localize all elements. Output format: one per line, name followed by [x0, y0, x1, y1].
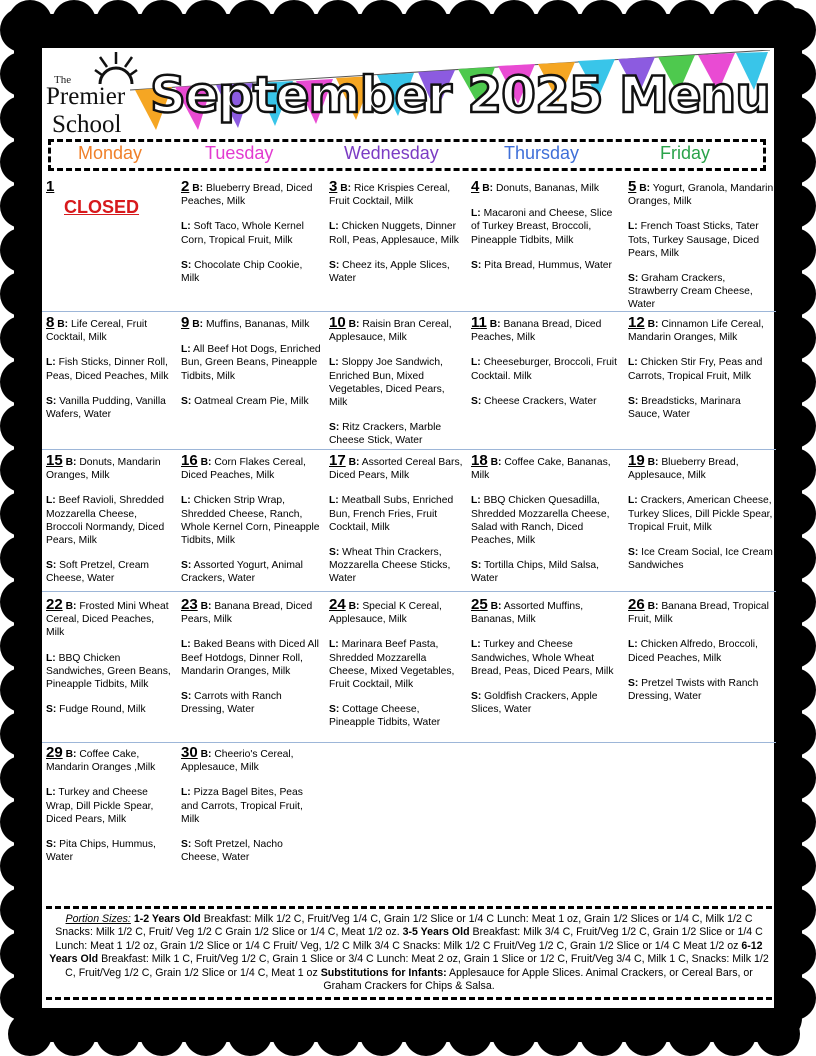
lunch-items: Turkey and Cheese Sandwiches, Whole Wheat Bread, Peas, Diced Pears, Milk [471, 639, 614, 677]
breakfast-label: B: [647, 601, 659, 612]
day-cell [46, 316, 174, 433]
date-number: 26 [628, 596, 645, 613]
date-number: 10 [329, 314, 346, 331]
breakfast-label: B: [490, 601, 502, 612]
date-number: 29 [46, 744, 63, 761]
snack-items: Pretzel Twists with Ranch Dressing, Water [628, 677, 759, 703]
snack-label: S: [329, 547, 340, 559]
lunch-items: All Beef Hot Dogs, Enriched Bun, Green Beans, Pineapple Tidbits, Milk [181, 344, 321, 382]
breakfast-items: Yogurt, Granola, Mandarin Oranges, Milk [628, 183, 774, 208]
week-divider [42, 742, 776, 743]
lunch-items: Chicken Stir Fry, Peas and Carrots, Tropical Fruit, Milk [628, 357, 763, 382]
snack-items: Oatmeal Cream Pie, Milk [194, 395, 309, 407]
breakfast-label: B: [192, 183, 204, 194]
snack-label: S: [471, 691, 482, 703]
breakfast-items: Banana Bread, Tropical Fruit, Milk [628, 601, 769, 626]
day-cell [471, 454, 621, 598]
lunch-items: Fish Sticks, Dinner Roll, Peas, Diced Peaches, Milk [46, 357, 169, 382]
lunch-label: L: [181, 221, 191, 233]
day-cell [181, 316, 321, 420]
breakfast-label: B: [340, 183, 352, 194]
lunch-label: L: [471, 639, 481, 651]
snack-items: Carrots with Ranch Dressing, Water [181, 691, 282, 716]
age-group-3-label: 6-12 Years Old [49, 939, 763, 966]
breakfast-items: Life Cereal, Fruit Cocktail, Milk [46, 319, 148, 344]
age-group-2-text: Breakfast: Milk 3/4 C, Fruit/Veg 1/2 C, Grain 1/2 Slice or 1/4 C Lunch: Meat 1 1/2 oz, Grain 1/2 Slice or 1/4 C Fruit/ Veg, 1/2 C Milk 3/4 C Snacks: Milk 1/2 C Fruit/Veg 1/2 C, Grain 1/2 Slice or 1/4 C Meat 1/2 oz [55, 926, 763, 952]
lunch-label: L: [329, 221, 339, 233]
snack-items: Cheez its, Apple Slices, Water [329, 259, 450, 285]
snack-label: S: [46, 560, 57, 572]
lunch-label: L: [329, 495, 339, 507]
day-cell [471, 180, 621, 284]
day-cell [181, 598, 321, 728]
breakfast-label: B: [65, 457, 77, 468]
breakfast-label: B: [348, 457, 360, 468]
day-cell [329, 598, 465, 742]
snack-label: S: [471, 259, 482, 271]
snack-label: S: [181, 395, 192, 407]
date-number: 3 [329, 178, 338, 195]
date-number: 5 [628, 178, 637, 195]
breakfast-label: B: [639, 183, 651, 194]
breakfast-items: Corn Flakes Cereal, Diced Peaches, Milk [181, 457, 306, 482]
lunch-items: Baked Beans with Diced All Beef Hotdogs, Dinner Roll, Mandarin Oranges, Milk [181, 639, 319, 677]
lunch-label: L: [181, 787, 191, 799]
breakfast-label: B: [482, 183, 494, 194]
snack-label: S: [46, 704, 57, 716]
snack-label: S: [628, 395, 639, 407]
lunch-items: Crackers, American Cheese, Turkey Slices, Dill Pickle Spear, Tropical Fruit, Milk [628, 495, 773, 533]
day-cell [46, 746, 174, 876]
age-group-3-text: Breakfast: Milk 1 C, Fruit/Veg 1/2 C, Grain 1 Slice or 3/4 C Lunch: Meat 2 oz, Grain 1 Slice or 1/2 C, Fruit/Veg 3/4 C, Milk 1 C, Snacks: Milk 1/2 C, Fruit/Veg 1/2 C, Grain 1/2 Slice or 1/4 C, Meat 1 oz [65, 953, 769, 979]
date-number: 22 [46, 596, 63, 613]
day-cell [471, 316, 621, 420]
day-cell [628, 180, 774, 324]
logo-the: The [54, 74, 72, 86]
breakfast-items: Assorted Muffins, Bananas, Milk [471, 601, 584, 626]
breakfast-items: Banana Bread, Diced Peaches, Milk [471, 319, 602, 344]
breakfast-label: B: [65, 601, 77, 612]
breakfast-items: Raisin Bran Cereal, Applesauce, Milk [329, 319, 452, 344]
snack-label: S: [46, 839, 57, 851]
breakfast-items: Cheerio's Cereal, Applesauce, Milk [181, 749, 294, 774]
date-number: 2 [181, 178, 190, 195]
weekday-wednesday: Wednesday [344, 143, 439, 163]
date-number: 12 [628, 314, 645, 331]
snack-items: Assorted Yogurt, Animal Crackers, Water [181, 560, 303, 585]
day-cell [181, 746, 321, 876]
snack-label: S: [329, 259, 340, 271]
school-logo [44, 52, 134, 142]
breakfast-items: Blueberry Bread, Applesauce, Milk [628, 457, 739, 482]
day-cell [46, 454, 174, 598]
lunch-items: Chicken Strip Wrap, Shredded Cheese, Ranch, Whole Kernel Corn, Pineapple Tidbits, Milk [181, 495, 320, 547]
snack-label: S: [181, 560, 192, 572]
lunch-items: Pizza Bagel Bites, Peas and Carrots, Tropical Fruit, Milk [181, 787, 303, 825]
snack-items: Fudge Round, Milk [59, 704, 146, 716]
sun-icon [94, 50, 138, 86]
lunch-items: French Toast Sticks, Tater Tots, Turkey Sausage, Diced Pears, Milk [628, 221, 760, 259]
lunch-items: Chicken Alfredo, Broccoli, Diced Peaches, Milk [628, 639, 758, 664]
date-number: 19 [628, 452, 645, 469]
snack-label: S: [46, 395, 57, 407]
breakfast-items: Donuts, Bananas, Milk [495, 183, 599, 194]
date-number: 8 [46, 314, 55, 331]
weekday-friday: Friday [660, 143, 711, 163]
breakfast-items: Banana Bread, Diced Pears, Milk [181, 601, 313, 626]
weekday-monday: Monday [78, 143, 143, 163]
snack-items: Pita Bread, Hummus, Water [484, 259, 612, 271]
lunch-items: Marinara Beef Pasta, Shredded Mozzarella Cheese, Mixed Vegetables, Fruit Cocktail, Milk [329, 639, 455, 691]
lunch-items: BBQ Chicken Quesadilla, Shredded Mozzarella Cheese, Salad with Ranch, Diced Peaches, Milk [471, 495, 610, 547]
snack-items: Wheat Thin Crackers, Mozzarella Cheese Sticks, Water [329, 547, 451, 585]
lunch-items: Meatball Subs, Enriched Bun, French Fries, Fruit Cocktail, Milk [329, 495, 454, 533]
lunch-label: L: [46, 357, 56, 369]
breakfast-items: Frosted Mini Wheat Cereal, Diced Peaches, Milk [46, 601, 169, 639]
date-number: 17 [329, 452, 346, 469]
day-cell [329, 454, 465, 598]
substitutions-label: Substitutions for Infants: [320, 966, 447, 979]
date-number: 30 [181, 744, 198, 761]
lunch-label: L: [46, 787, 56, 799]
date-number: 9 [181, 314, 190, 331]
breakfast-items: Muffins, Bananas, Milk [205, 319, 310, 330]
lunch-items: Cheeseburger, Broccoli, Fruit Cocktail. Milk [471, 357, 617, 382]
breakfast-items: Rice Krispies Cereal, Fruit Cocktail, Milk [329, 183, 451, 208]
date-number: 15 [46, 452, 63, 469]
day-cell [628, 316, 774, 433]
lunch-items: Chicken Nuggets, Dinner Roll, Peas, Applesauce, Milk [329, 221, 459, 246]
breakfast-label: B: [647, 319, 659, 330]
day-cell [329, 180, 465, 297]
weekday-tuesday: Tuesday [205, 143, 274, 163]
snack-items: Breadsticks, Marinara Sauce, Water [628, 395, 741, 421]
snack-label: S: [181, 259, 192, 271]
snack-items: Soft Pretzel, Nacho Cheese, Water [181, 839, 283, 864]
day-cell [46, 180, 174, 217]
breakfast-label: B: [200, 601, 212, 612]
lunch-label: L: [628, 221, 638, 233]
logo-school: School [52, 111, 122, 138]
day-cell [628, 598, 774, 715]
breakfast-items: Cinnamon Life Cereal, Mandarin Oranges, Milk [628, 319, 764, 344]
lunch-label: L: [628, 357, 638, 369]
lunch-label: L: [471, 208, 481, 220]
lunch-label: L: [628, 495, 638, 507]
snack-label: S: [471, 395, 482, 407]
lunch-label: L: [628, 639, 638, 651]
lunch-label: L: [329, 639, 339, 651]
breakfast-label: B: [57, 319, 69, 330]
breakfast-items: Donuts, Mandarin Oranges, Milk [46, 457, 161, 482]
age-group-1-text: Breakfast: Milk 1/2 C, Fruit/Veg 1/4 C, Grain 1/2 Slice or 1/4 C Lunch: Meat 1 oz, Grain 1/2 Slices or 1/4 C, Milk 1/2 C Snacks: Milk 1/2 C, Fruit/ Veg 1/2 C Grain 1/2 Slice or 1/4 C, Meat 1/2 oz. [55, 913, 753, 939]
breakfast-label: B: [647, 457, 659, 468]
snack-items: Cottage Cheese, Pineapple Tidbits, Water [329, 704, 441, 729]
breakfast-items: Coffee Cake, Bananas, Milk [471, 457, 611, 482]
lunch-items: Macaroni and Cheese, Slice of Turkey Breast, Broccoli, Pineapple Tidbits, Milk [471, 208, 613, 246]
lunch-items: Sloppy Joe Sandwich, Enriched Bun, Mixed Vegetables, Diced Pears, Milk [329, 357, 445, 409]
day-cell [46, 598, 174, 728]
day-cell [471, 598, 621, 728]
snack-label: S: [329, 422, 340, 434]
age-group-2-label: 3-5 Years Old [402, 926, 470, 939]
snack-items: Vanilla Pudding, Vanilla Wafers, Water [46, 395, 166, 421]
snack-label: S: [628, 677, 639, 689]
day-cell [628, 454, 774, 584]
lunch-label: L: [329, 357, 339, 369]
lunch-label: L: [181, 344, 191, 356]
lunch-label: L: [181, 495, 191, 507]
portion-sizes-note [46, 906, 772, 1000]
breakfast-label: B: [489, 319, 501, 330]
date-number: 23 [181, 596, 198, 613]
breakfast-items: Assorted Cereal Bars, Diced Pears, Milk [329, 457, 463, 482]
date-number: 1 [46, 178, 55, 195]
day-cell [329, 316, 465, 460]
logo-premier: Premier [46, 83, 126, 110]
breakfast-label: B: [348, 601, 360, 612]
lunch-label: L: [181, 639, 191, 651]
breakfast-label: B: [348, 319, 360, 330]
snack-items: Ritz Crackers, Marble Cheese Stick, Water [329, 422, 442, 447]
lunch-label: L: [471, 495, 481, 507]
breakfast-label: B: [200, 749, 212, 760]
snack-label: S: [471, 560, 482, 572]
date-number: 18 [471, 452, 488, 469]
lunch-label: L: [46, 495, 56, 507]
breakfast-items: Coffee Cake, Mandarin Oranges ,Milk [46, 749, 156, 774]
snack-items: Chocolate Chip Cookie, Milk [181, 259, 303, 285]
day-cell [181, 180, 321, 297]
lunch-label: L: [46, 652, 56, 664]
date-number: 11 [471, 314, 487, 331]
snack-items: Tortilla Chips, Mild Salsa, Water [471, 560, 600, 585]
weekday-thursday: Thursday [504, 143, 580, 163]
breakfast-label: B: [200, 457, 212, 468]
snack-items: Graham Crackers, Strawberry Cream Cheese, Water [628, 273, 753, 311]
snack-label: S: [628, 273, 639, 285]
substitutions-text: Applesauce for Apple Slices. Animal Crackers, or Cereal Bars, or Graham Crackers for Chips & Salsa. [323, 966, 753, 993]
lunch-items: Beef Ravioli, Shredded Mozzarella Cheese, Broccoli Normandy, Diced Pears, Milk [46, 495, 165, 547]
age-group-1-label: 1-2 Years Old [133, 913, 201, 925]
page-title: September 2025 Menu [150, 66, 770, 124]
breakfast-label: B: [192, 319, 204, 330]
lunch-items: Soft Taco, Whole Kernel Corn, Tropical Fruit, Milk [181, 221, 304, 246]
breakfast-items: Special K Cereal, Applesauce, Milk [329, 601, 442, 626]
date-number: 16 [181, 452, 198, 469]
snack-items: Cheese Crackers, Water [484, 395, 597, 407]
date-number: 4 [471, 178, 480, 195]
snack-label: S: [181, 839, 192, 851]
breakfast-items: Blueberry Bread, Diced Peaches, Milk [181, 183, 313, 208]
closed-label: CLOSED [64, 197, 140, 218]
breakfast-label: B: [490, 457, 502, 468]
snack-items: Soft Pretzel, Cream Cheese, Water [46, 560, 150, 585]
snack-label: S: [628, 547, 639, 559]
breakfast-label: B: [65, 749, 77, 760]
portion-label: Portion Sizes: [65, 913, 131, 925]
date-number: 24 [329, 596, 346, 613]
lunch-items: BBQ Chicken Sandwiches, Green Beans, Pineapple Tidbits, Milk [46, 652, 171, 691]
snack-label: S: [329, 704, 340, 716]
lunch-label: L: [471, 357, 481, 369]
day-cell [181, 454, 321, 598]
snack-items: Pita Chips, Hummus, Water [46, 839, 156, 864]
date-number: 25 [471, 596, 488, 613]
snack-items: Goldfish Crackers, Apple Slices, Water [471, 691, 598, 716]
snack-items: Ice Cream Social, Ice Cream Sandwiches [628, 547, 773, 572]
snack-label: S: [181, 691, 192, 703]
lunch-items: Turkey and Cheese Wrap, Dill Pickle Spear, Diced Pears, Milk [46, 787, 154, 825]
